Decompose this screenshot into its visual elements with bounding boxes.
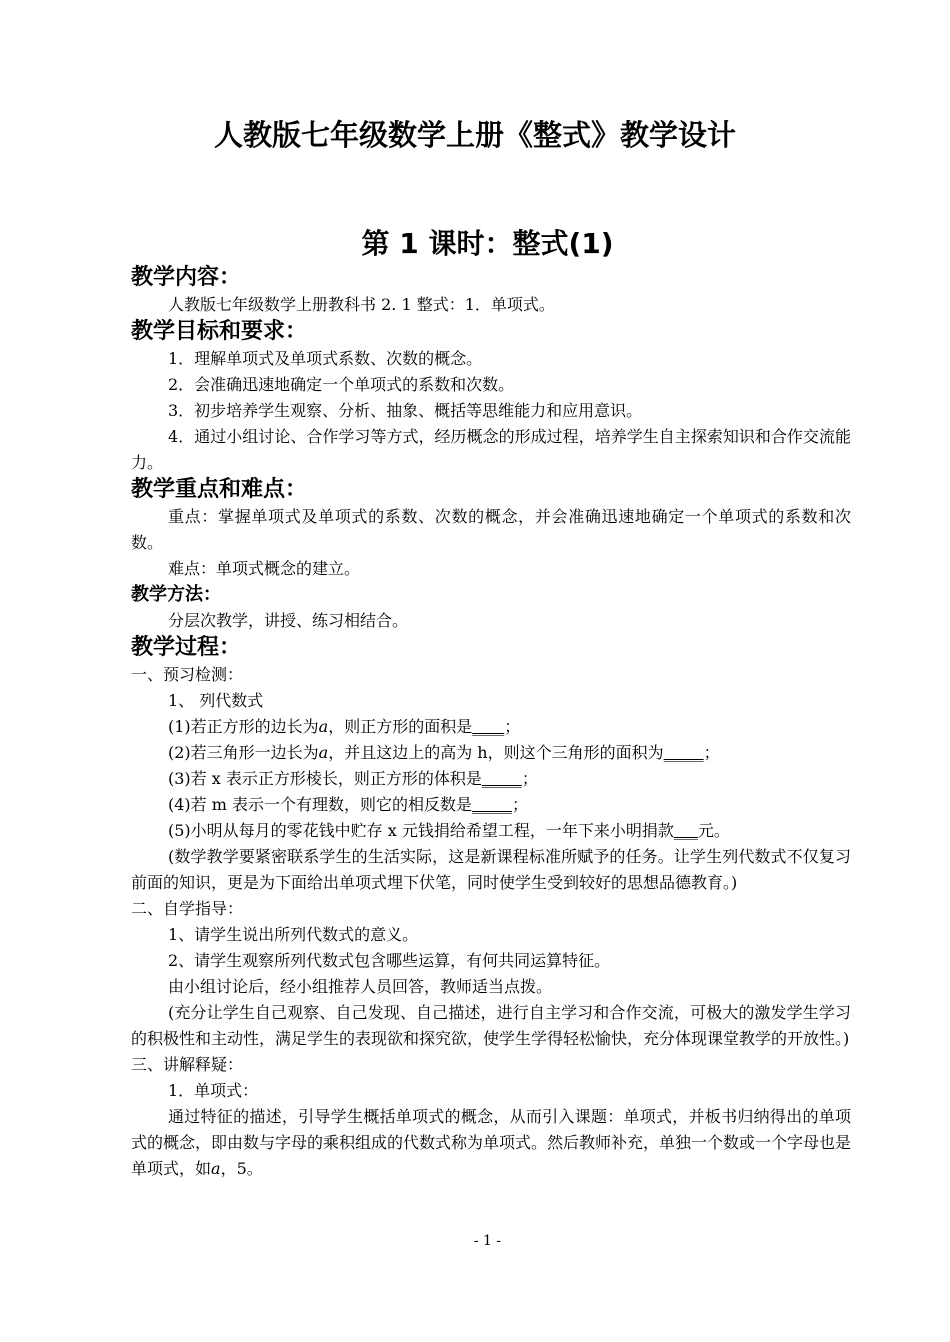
- section-heading-method: 教学方法：: [131, 584, 221, 605]
- teaching-note-1: (数学教学要紧密联系学生的生活实际，这是新课程标准所赋予的任务。让学生列代数式不仅复习前面的知识，更是为下面给出单项式埋下伏笔，同时使学生受到较好的思想品德教育。): [131, 847, 851, 892]
- section-heading-process: 教学过程：: [131, 635, 242, 660]
- teaching-note-2: (充分让学生自己观察、自己发现、自己描述，进行自主学习和合作交流，可极大的激发学生学习的积极性和主动性，满足学生的表现欲和探究欲，使学生学得轻松愉快，充分体现课堂教学的开放性。): [131, 1003, 851, 1048]
- section-heading-goals: 教学目标和要求：: [131, 319, 308, 344]
- difficulty-text: 难点：单项式概念的建立。: [168, 559, 361, 578]
- process-part-2: 二、自学指导：: [131, 899, 244, 918]
- lesson-subtitle: 第 1 课时：整式(1): [361, 227, 614, 260]
- goal-item: 1．理解单项式及单项式系数、次数的概念。: [168, 349, 483, 368]
- explain-sub-heading: 1．单项式：: [168, 1081, 259, 1100]
- explain-text: 通过特征的描述，引导学生概括单项式的概念，从而引入课题：单项式，并板书归纳得出的单项式的概念，即由数与字母的乘积组成的代数式称为单项式。然后教师补充，单独一个数或一个字母也是单项式，如a，5。: [131, 1107, 852, 1178]
- goal-item: 2．会准确迅速地确定一个单项式的系数和次数。: [168, 375, 515, 394]
- question-3: (3)若 x 表示正方形棱长，则正方形的体积是_____；: [168, 769, 538, 788]
- method-text: 分层次教学，讲授、练习相结合。: [168, 611, 409, 630]
- goal-item: 4．通过小组讨论、合作学习等方式，经历概念的形成过程，培养学生自主探索知识和合作交流能力。: [131, 427, 851, 472]
- question-4: (4)若 m 表示一个有理数，则它的相反数是_____；: [168, 795, 529, 814]
- question-2: (2)若三角形一边长为a，并且这边上的高为 h，则这个三角形的面积为_____；: [168, 743, 720, 762]
- question-1: (1)若正方形的边长为a，则正方形的面积是____；: [168, 717, 521, 736]
- process-part-1: 一、预习检测：: [131, 665, 244, 684]
- content-text: 人教版七年级数学上册教科书 2. 1 整式：1．单项式。: [168, 295, 555, 314]
- section-heading-key: 教学重点和难点：: [131, 477, 308, 502]
- key-point-text: 重点：掌握单项式及单项式的系数、次数的概念，并会准确迅速地确定一个单项式的系数和次数。: [131, 507, 851, 552]
- guidance-item: 2、请学生观察所列代数式包含哪些运算，有何共同运算特征。: [168, 951, 611, 970]
- document-title: 人教版七年级数学上册《整式》教学设计: [213, 118, 736, 152]
- guidance-item: 1、请学生说出所列代数式的意义。: [168, 925, 419, 944]
- section-heading-content: 教学内容：: [131, 265, 242, 290]
- document-body: [131, 264, 851, 1182]
- page-number: - 1 -: [473, 1233, 502, 1249]
- question-5: (5)小明从每月的零花钱中贮存 x 元钱捐给希望工程，一年下来小明捐款___元。: [168, 821, 730, 840]
- process-sub-heading: 1、 列代数式: [168, 691, 264, 710]
- process-part-3: 三、讲解释疑：: [131, 1055, 244, 1074]
- guidance-item: 由小组讨论后，经小组推荐人员回答，教师适当点拨。: [168, 977, 553, 996]
- goal-item: 3．初步培养学生观察、分析、抽象、概括等思维能力和应用意识。: [168, 401, 643, 420]
